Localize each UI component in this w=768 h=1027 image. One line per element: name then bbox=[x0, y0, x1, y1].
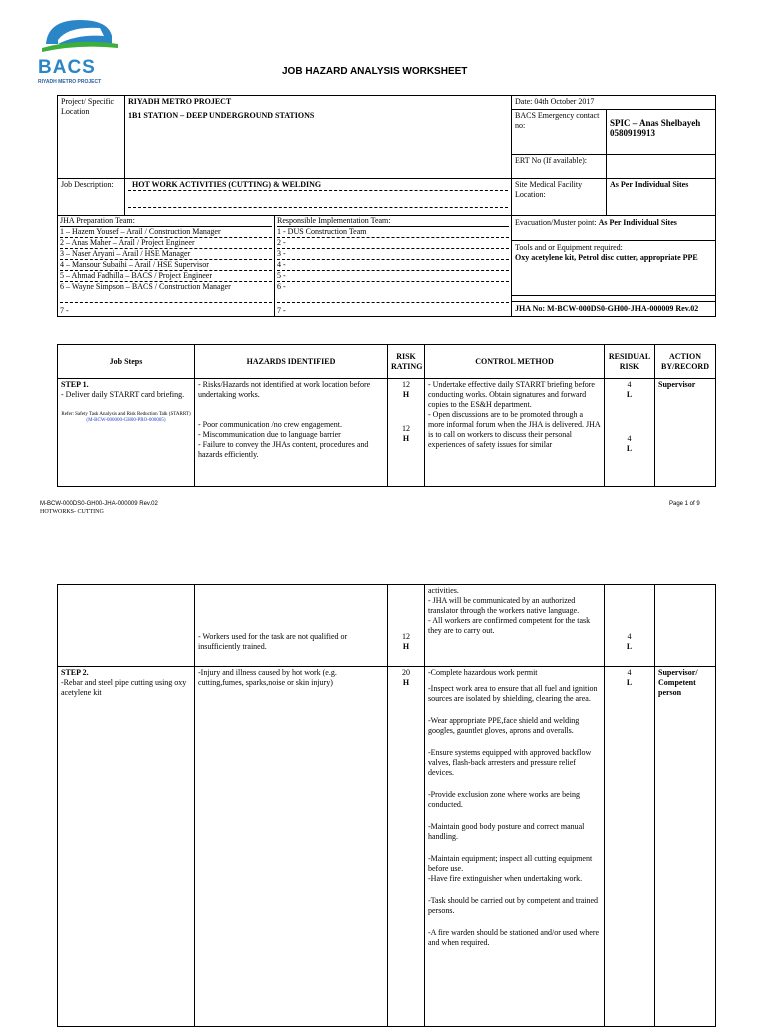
tools-value: Oxy acetylene kit, Petrol disc cutter, appropriate PPE bbox=[515, 253, 698, 262]
step1-hazard: - Failure to convey the JHAs content, procedures and hazards efficiently. bbox=[198, 440, 369, 459]
resp-team-member: 2 - bbox=[277, 238, 509, 249]
company-logo bbox=[38, 14, 120, 84]
prep-team-label: JHA Preparation Team: bbox=[60, 216, 272, 227]
step2-control: -Maintain good body posture and correct manual handling. bbox=[428, 822, 585, 841]
step1-residual: 4 bbox=[627, 380, 632, 389]
step2-control: -Have fire extinguisher when undertaking work. bbox=[428, 874, 583, 883]
step2-hazard: -Injury and illness caused by hot work (e.g. cutting,fumes, sparks,noise or skin injury) bbox=[195, 667, 388, 1027]
step2-control: -Wear appropriate PPE,face shield and welding googles, gauntlet gloves, aprons and overalls. bbox=[428, 716, 580, 735]
step2-title: STEP 2. bbox=[61, 668, 89, 677]
step1-residual-level: L bbox=[626, 390, 633, 399]
step2-risk-level: H bbox=[402, 678, 410, 687]
step1-residual: 4 bbox=[627, 434, 632, 443]
logo-subtitle: RIYADH METRO PROJECT bbox=[38, 79, 102, 85]
col-risk-rating: RISK RATING bbox=[388, 345, 425, 379]
step2-control: -Ensure systems equipped with approved backflow valves, flash-back arresters and pressure relief devices. bbox=[428, 748, 592, 777]
project-name: RIYADH METRO PROJECT bbox=[128, 97, 232, 106]
step2-action: Supervisor/ Competent person bbox=[655, 667, 716, 1027]
step1-hazard: - Miscommunication due to language barrier bbox=[198, 430, 341, 439]
step1-hazard: - Risks/Hazards not identified at work location before undertaking works. bbox=[198, 380, 371, 399]
step2-control: -Inspect work area to ensure that all fuel and ignition sources are isolated by shielding, clearing the area. bbox=[428, 684, 598, 703]
step1-risk: 12 bbox=[402, 380, 410, 389]
prep-team-member: 1 – Hazem Yousef – Arail / Construction Manager bbox=[60, 227, 272, 238]
evacuation-value: As Per Individual Sites bbox=[598, 218, 677, 227]
prep-team-member: 2 – Anas Maher – Arail / Project Engineer bbox=[60, 238, 272, 249]
ert-label: ERT No (If available): bbox=[512, 155, 607, 179]
page2-risk-level: H bbox=[402, 642, 410, 651]
footer-page-number: Page 1 of 9 bbox=[669, 501, 700, 507]
tools-label: Tools and or Equipment required: bbox=[515, 243, 623, 252]
step1-action: Supervisor bbox=[655, 379, 716, 487]
info-table bbox=[57, 95, 716, 317]
col-job-steps: Job Steps bbox=[58, 345, 195, 379]
page2-control: - All workers are confirmed competent for the task they are to carry out. bbox=[428, 616, 591, 635]
step1-risk-level: H bbox=[402, 434, 410, 443]
steps-table-page2 bbox=[57, 584, 716, 1027]
step1-residual-level: L bbox=[626, 444, 633, 453]
step1-title: STEP 1. bbox=[61, 380, 89, 389]
resp-team-member: 6 - bbox=[277, 282, 509, 303]
site-medical-value: As Per Individual Sites bbox=[607, 179, 716, 216]
step1-risk-level: H bbox=[402, 390, 410, 399]
step1-risk: 12 bbox=[402, 424, 410, 433]
bacs-emergency-label: BACS Emergency contact no: bbox=[512, 110, 607, 155]
prep-team-member: 5 – Ahmad Fadhilla – BACS / Project Engineer bbox=[60, 271, 272, 282]
resp-team-member: 5 - bbox=[277, 271, 509, 282]
site-medical-label: Site Medical Facility Location: bbox=[512, 179, 607, 216]
step1-hazard: - Poor communication /no crew engagement. bbox=[198, 420, 342, 429]
col-action-by: ACTION BY/RECORD bbox=[655, 345, 716, 379]
step1-ref: Refer: Safety Task Analysis and Risk Reduction Talk (STARRT) bbox=[61, 412, 191, 417]
job-description: HOT WORK ACTIVITIES (CUTTING) & WELDING bbox=[128, 180, 508, 191]
step2-desc: -Rebar and steel pipe cutting using oxy acetylene kit bbox=[61, 678, 187, 697]
page2-control: activities. bbox=[428, 586, 459, 595]
steps-table bbox=[57, 344, 716, 487]
col-hazards: HAZARDS IDENTIFIED bbox=[195, 345, 388, 379]
resp-team-label: Responsible Implementation Team: bbox=[277, 216, 509, 227]
step2-control: -Provide exclusion zone where works are being conducted. bbox=[428, 790, 580, 809]
jha-number: JHA No: M-BCW-000DS0-GH00-JHA-000009 Rev.02 bbox=[515, 304, 699, 313]
prep-team-member: 7 - bbox=[60, 306, 69, 315]
step2-control: -Task should be carried out by competent and trained persons. bbox=[428, 896, 599, 915]
step1-desc: - Deliver daily STARRT card briefing. bbox=[61, 390, 185, 399]
step1-ref-code: (M-BCW-000000-GH00-PRO-000005) bbox=[86, 418, 166, 423]
project-location: 1B1 STATION – DEEP UNDERGROUND STATIONS bbox=[128, 111, 315, 120]
page2-residual: 4 bbox=[627, 632, 632, 641]
step2-control: -Complete hazardous work permit bbox=[428, 668, 538, 677]
page-title: JOB HAZARD ANALYSIS WORKSHEET bbox=[282, 66, 468, 77]
project-label: Project/ Specific Location bbox=[58, 96, 125, 179]
prep-team-member: 3 – Naser Aryani – Arail / HSE Manager bbox=[60, 249, 272, 260]
page2-residual-level: L bbox=[626, 642, 633, 651]
footer-doc-number: M-BCW-000DS0-GH00-JHA-000009 Rev.02 bbox=[40, 501, 158, 507]
footer-subtitle: HOTWORKS- CUTTING bbox=[40, 509, 104, 515]
page2-hazard: - Workers used for the task are not qualified or insufficiently trained. bbox=[195, 585, 388, 667]
step2-control: -A fire warden should be stationed and/or used where and when required. bbox=[428, 928, 600, 947]
job-label: Job Description: bbox=[58, 179, 125, 216]
resp-team-member: 7 - bbox=[277, 306, 286, 315]
col-residual-risk: RESIDUAL RISK bbox=[605, 345, 655, 379]
step1-control: - Undertake effective daily STARRT briefing before conducting works. Obtain signatures and forward copies to the ES&H department. bbox=[428, 380, 595, 409]
bacs-emergency-value: SPIC – Anas Shelbayeh 0580919913 bbox=[607, 110, 716, 155]
prep-team-member: 6 – Wayne Simpson – BACS / Construction Manager bbox=[60, 282, 272, 303]
metro-train-icon bbox=[38, 14, 120, 54]
resp-team-member: 1 - DUS Construction Team bbox=[277, 227, 509, 238]
date-field: Date: 04th October 2017 bbox=[512, 96, 716, 110]
col-control-method: CONTROL METHOD bbox=[425, 345, 605, 379]
evacuation-label: Evacuation/Muster point: bbox=[515, 218, 597, 227]
page2-risk: 12 bbox=[402, 632, 410, 641]
logo-text: BACS bbox=[38, 57, 96, 78]
step2-residual: 4 bbox=[627, 668, 632, 677]
prep-team-member: 4 – Mansour Subaihi – Arail / HSE Supervisor bbox=[60, 260, 272, 271]
step2-risk: 20 bbox=[402, 668, 410, 677]
step2-residual-level: L bbox=[626, 678, 633, 687]
resp-team-member: 4 - bbox=[277, 260, 509, 271]
step1-control: - Open discussions are to be promoted through a more informal forum when the JHA is delivered. JHA is to call on workers to discuss their personal experiences of safety issues for similar bbox=[428, 410, 601, 449]
resp-team-member: 3 - bbox=[277, 249, 509, 260]
page2-control: - JHA will be communicated by an authorized translator through the workers native language. bbox=[428, 596, 580, 615]
step2-control: -Maintain equipment; inspect all cutting equipment before use. bbox=[428, 854, 593, 873]
